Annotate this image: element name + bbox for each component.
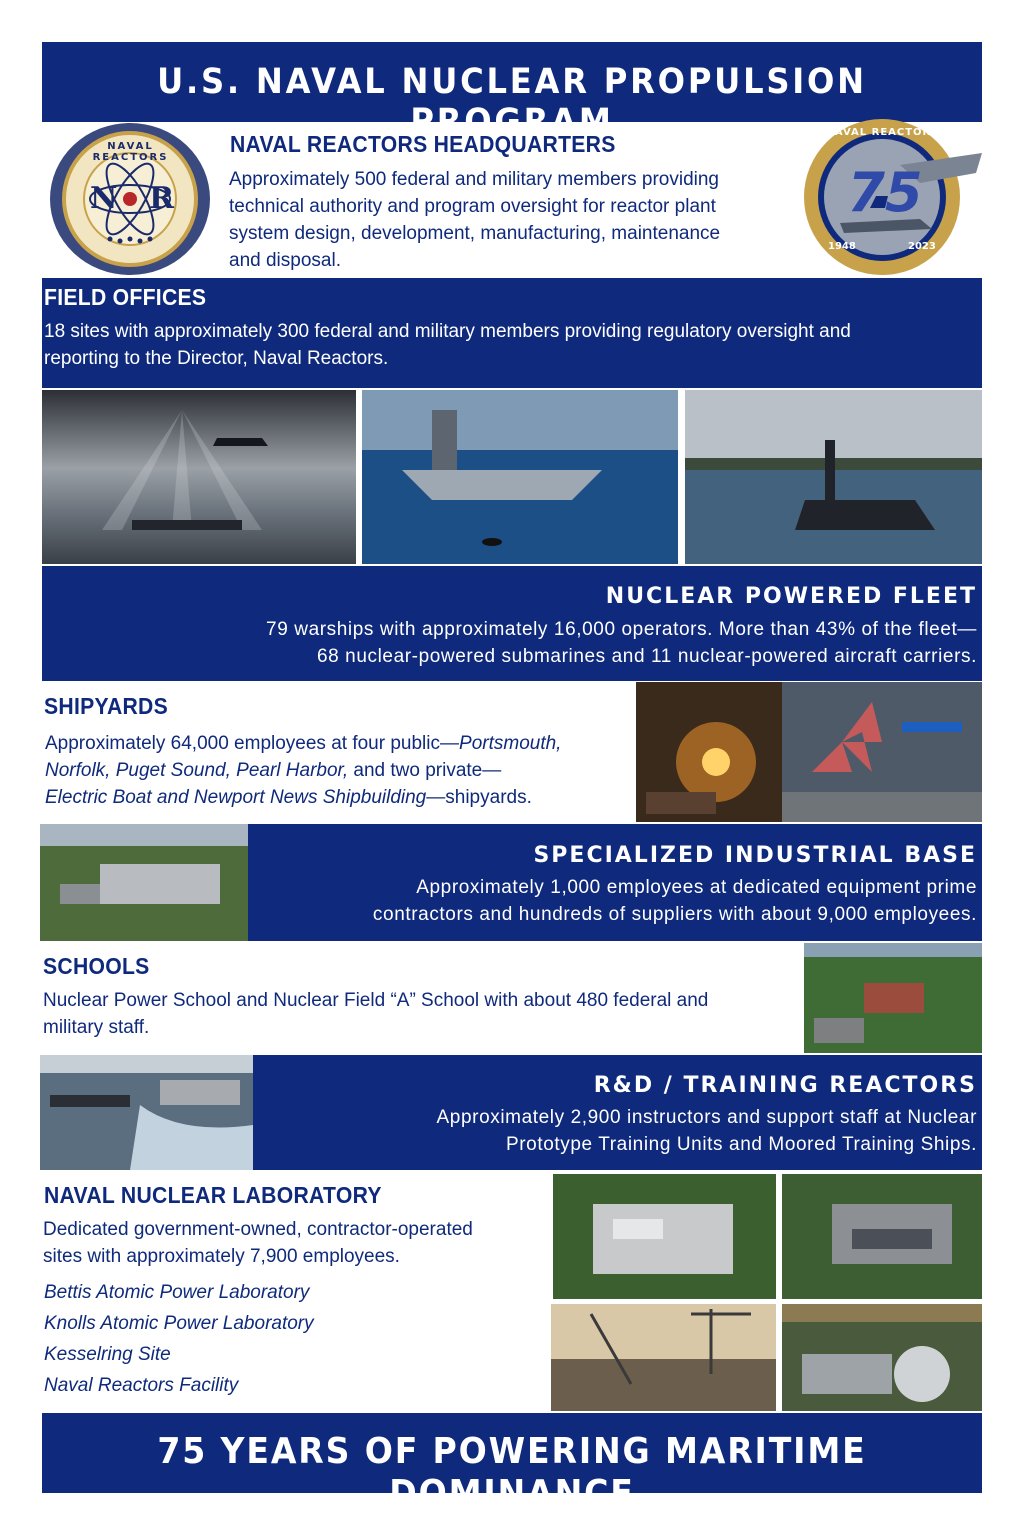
- shipyards-line-2: [45, 757, 635, 784]
- submarine-photo: [685, 390, 982, 564]
- welding-photo: [636, 682, 782, 822]
- hq-line-2: technical authority and program oversight for reactor plant: [229, 196, 716, 217]
- shipyards-italic: Norfolk, Puget Sound, Pearl Harbor,: [45, 760, 349, 781]
- industrial-description: [252, 874, 977, 928]
- lab-site-list: [44, 1277, 544, 1401]
- shipyards-line-1: [45, 730, 635, 757]
- field-offices-title: FIELD OFFICES: [44, 284, 207, 310]
- rd-line-1: Approximately 2,900 instructors and support staff at Nuclear: [436, 1107, 977, 1128]
- footer-title: 75 YEARS OF POWERING MARITIME DOMINANCE: [157, 1431, 867, 1514]
- fleet-description: [60, 616, 977, 670]
- naval-reactors-seal: [48, 121, 213, 278]
- field-offices-description: [44, 318, 979, 372]
- fleet-line-2: 68 nuclear-powered submarines and 11 nuclear-powered aircraft carriers.: [316, 646, 977, 667]
- nrf-dome-photo: [782, 1304, 982, 1411]
- field-offices-line-1: 18 sites with approximately 300 federal and military members providing regulatory oversight and: [44, 321, 851, 342]
- industrial-line-2: contractors and hundreds of suppliers with about 9,000 employees.: [372, 904, 977, 925]
- seal-letter-r: R: [149, 181, 174, 216]
- propeller-photo: [782, 682, 982, 822]
- seal-letter-n: N: [90, 181, 118, 216]
- shipyards-italic: Electric Boat and Newport News Shipbuilding: [45, 787, 427, 808]
- emblem-year-end: 2023: [908, 241, 936, 252]
- lab-description: [43, 1216, 553, 1270]
- schools-line-1: Nuclear Power School and Nuclear Field “A” School with about 480 federal and: [43, 990, 709, 1011]
- shipyards-text: —shipyards.: [426, 787, 532, 808]
- lab-line-2: sites with approximately 7,900 employees.: [43, 1246, 400, 1267]
- field-offices-line-2: reporting to the Director, Naval Reactors.: [44, 348, 389, 369]
- lab-site-knolls: Knolls Atomic Power Laboratory: [44, 1313, 314, 1334]
- lab-title: NAVAL NUCLEAR LABORATORY: [44, 1182, 382, 1208]
- schools-description: [43, 987, 803, 1041]
- page-title: U.S. NAVAL NUCLEAR PROPULSION PROGRAM: [157, 62, 867, 142]
- fleet-title: NUCLEAR POWERED FLEET: [605, 584, 977, 609]
- aircraft-carrier-photo: [362, 390, 678, 564]
- schools-line-2: military staff.: [43, 1017, 150, 1038]
- naval-reactors-75-emblem: [800, 113, 984, 278]
- hq-line-1: Approximately 500 federal and military members providing: [229, 169, 720, 190]
- hq-title: NAVAL REACTORS HEADQUARTERS: [230, 131, 616, 157]
- footer-band: [42, 1413, 982, 1514]
- rd-description: [260, 1104, 977, 1158]
- lab-site-bettis: Bettis Atomic Power Laboratory: [44, 1282, 310, 1303]
- lab-site-kesselring: Kesselring Site: [44, 1344, 171, 1365]
- rd-title: R&D / TRAINING REACTORS: [593, 1073, 977, 1098]
- shipyards-italic: Portsmouth,: [459, 733, 562, 754]
- industrial-line-1: Approximately 1,000 employees at dedicated equipment prime: [416, 877, 977, 898]
- shipyards-line-3: [45, 784, 635, 811]
- lab-line-1: Dedicated government-owned, contractor-operated: [43, 1219, 473, 1240]
- shipyards-text: Approximately 64,000 employees at four public—: [45, 733, 460, 754]
- shipyards-description: [45, 730, 635, 811]
- hq-line-4: and disposal.: [229, 250, 341, 271]
- shipyards-text: and two private—: [348, 760, 502, 781]
- hq-line-3: system design, development, manufacturing, maintenance: [229, 223, 721, 244]
- kesselring-construction-photo: [551, 1304, 776, 1411]
- industrial-facility-photo: [40, 824, 248, 941]
- fleet-line-1: 79 warships with approximately 16,000 operators. More than 43% of the fleet—: [266, 619, 977, 640]
- knolls-lab-photo: [782, 1174, 982, 1299]
- school-campus-photo: [804, 943, 982, 1053]
- bettis-lab-photo: [553, 1174, 776, 1299]
- moored-training-ship-photo: [40, 1055, 253, 1170]
- emblem-year-start: 1948: [828, 241, 856, 252]
- shipyards-title: SHIPYARDS: [44, 693, 169, 719]
- emblem-arc-text: NAVAL REACTORS: [825, 127, 940, 138]
- industrial-title: SPECIALIZED INDUSTRIAL BASE: [533, 843, 977, 868]
- seal-arc-text: NAVAL REACTORS: [92, 141, 169, 163]
- schools-title: SCHOOLS: [43, 953, 150, 979]
- hq-description: [229, 166, 799, 274]
- helicopter-ship-photo: [42, 390, 356, 564]
- lab-site-nrf: Naval Reactors Facility: [44, 1375, 239, 1396]
- emblem-number: 75: [847, 161, 923, 224]
- rd-line-2: Prototype Training Units and Moored Training Ships.: [505, 1134, 977, 1155]
